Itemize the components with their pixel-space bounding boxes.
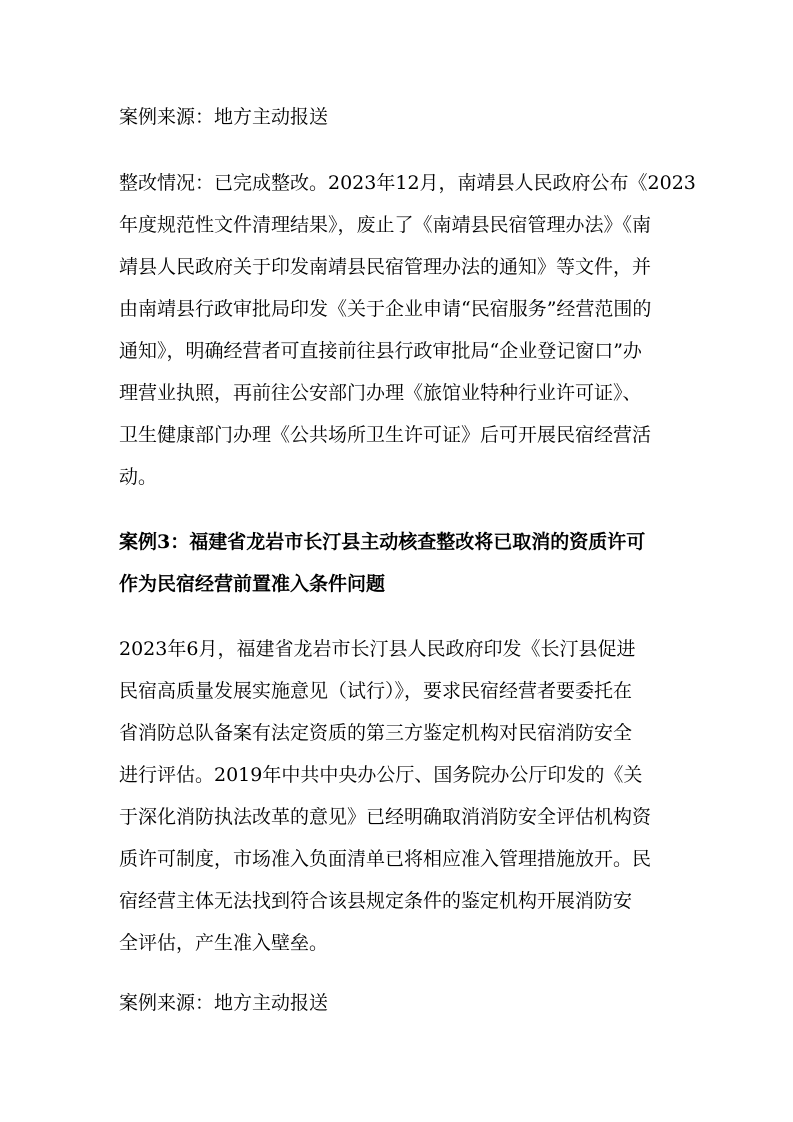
case-source-line: 案例来源：地方主动报送 (119, 106, 329, 128)
paragraph-line: 全评估，产生准入壁垒。 (119, 932, 329, 954)
paragraph-line: 省消防总队备案有法定资质的第三方鉴定机构对民宿消防安全 (119, 722, 633, 744)
paragraph-line: 靖县人民政府关于印发南靖县民宿管理办法的通知》等文件，并 (119, 256, 652, 278)
paragraph-line: 质许可制度，市场准入负面清单已将相应准入管理措施放开。民 (119, 848, 652, 870)
paragraph-line: 进行评估。2019年中共中央办公厅、国务院办公厅印发的《关 (119, 764, 643, 786)
paragraph-line: 通知》，明确经营者可直接前往县行政审批局“企业登记窗口”办 (119, 340, 642, 362)
paragraph-line: 理营业执照，再前往公安部门办理《旅馆业特种行业许可证》、 (119, 382, 642, 404)
paragraph-line: 整改情况：已完成整改。2023年12月，南靖县人民政府公布《2023 (119, 172, 696, 194)
paragraph-line: 宿经营主体无法找到符合该县规定条件的鉴定机构开展消防安 (119, 890, 633, 912)
paragraph-line: 由南靖县行政审批局印发《关于企业申请“民宿服务”经营范围的 (119, 298, 652, 320)
case-source-line: 案例来源：地方主动报送 (119, 992, 329, 1014)
paragraph-line: 于深化消防执法改革的意见》已经明确取消消防安全评估机构资 (119, 806, 652, 828)
paragraph-line: 年度规范性文件清理结果》，废止了《南靖县民宿管理办法》《南 (119, 214, 652, 236)
heading-line: 作为民宿经营前置准入条件问题 (119, 573, 386, 595)
heading-line: 案例3：福建省龙岩市长汀县主动核查整改将已取消的资质许可 (119, 531, 646, 553)
paragraph-line: 民宿高质量发展实施意见（试行）》，要求民宿经营者要委托在 (119, 680, 633, 702)
paragraph-line: 动。 (119, 466, 158, 488)
paragraph-line: 卫生健康部门办理《公共场所卫生许可证》后可开展民宿经营活 (119, 424, 652, 446)
paragraph-line: 2023年6月，福建省龙岩市长汀县人民政府印发《长汀县促进 (119, 638, 636, 660)
